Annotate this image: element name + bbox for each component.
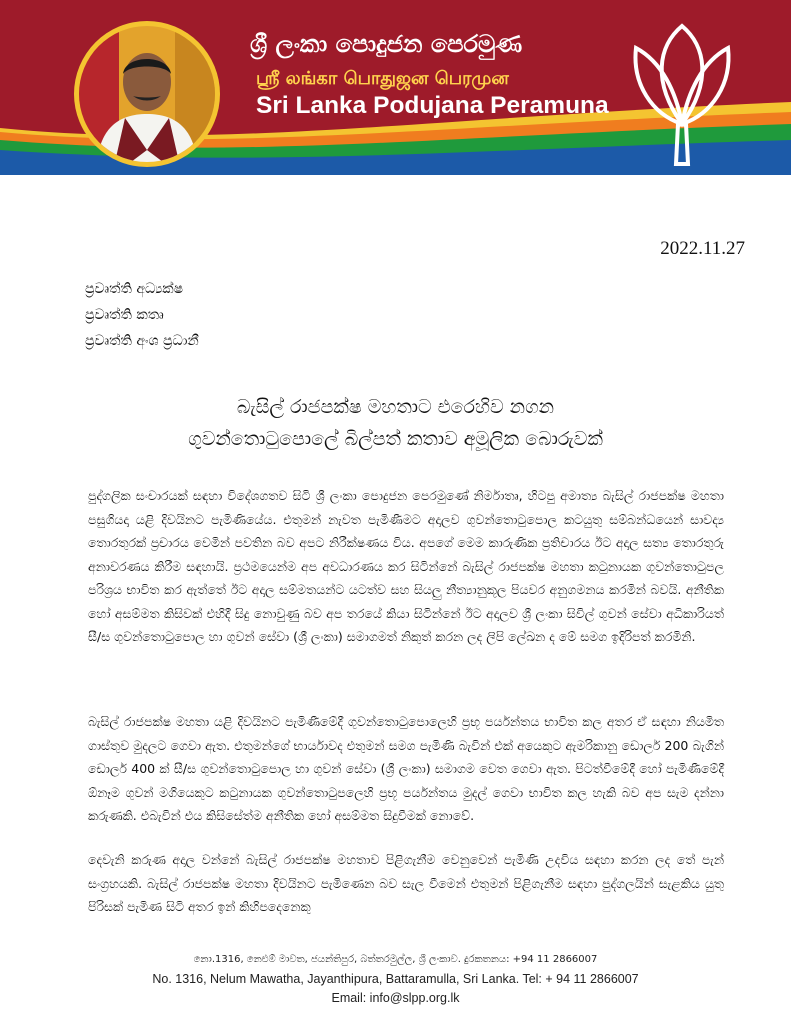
addressee-news-director: ප්‍රවෘත්ති අධ්‍යක්ෂ [85, 281, 184, 297]
headline-line-1: බැසිල් රාජපක්ෂ මහතාට එරෙහිව නගන [236, 396, 555, 418]
body-paragraph-2: බැසිල් රාජපක්ෂ මහතා යළි දිවයිනට පැමිණීමේදී ගුවන්තොටුපොලෙහි ප්‍රභූ පර්යන්තය භාවිත කල අතර ඒ සඳහා නියමිත ගාස්තුව මුදලට ගෙවා ඇත. එතුමන්ගේ භාර්යාවද එතුමන් සමග පැමිණි බැවින් එක් අයෙකුට ඇමරිකානු ඩොලර් 200 බැගින් ඩොලර් 400 ක් සී/ස ගුවන්තොටුපොල හා ගුවන් සේවා (ශ්‍රී ලංකා) සමාගම වෙත ගෙවා ඇත. පිටත්වීමේදී හෝ පැමිණීමේදී ඕනෑම ගුවන් මගියෙකුට කටුනායක ගුවන්තොටුපලෙහි ප්‍රභූ පර්යන්තය මුදල් ගෙවා භාවිත කල හැකි බව අප සැම දන්නා කරුණකි. එබැවින් එය කිසිසේත්ම අනීතික හෝ අසම්මත සිදුවීමක් නොවේ. [88, 714, 724, 823]
party-name-english: Sri Lanka Podujana Peramuna [256, 92, 609, 119]
party-name-tamil: ஸ்ரீ லங்கா பொதுஜன பெரமுன [256, 68, 509, 89]
portrait-image [79, 26, 215, 162]
footer-address-sinhala: නො.1316, නෙළුම් මාවත, ජයන්තිපුර, බත්තරමුල්ල, ශ්‍රී ලංකාව. දුරකතනය: +94 11 2866007 [193, 954, 598, 965]
body-paragraph-1: පුද්ගලික සංචාරයක් සඳහා විදේශගතව සිටි ශ්‍රී ලංකා පොදුජන පෙරමුණේ නිර්මාතෘ, හිටපු අමාත්‍ය බැසිල් රාජපක්ෂ මහතා පසුගියදා යළි දිවයිනට පැමිණියේය. එතුමන් නැවත පැමිණීමට අදාලව ගුවන්තොටුපොල කටයුතු සම්බන්ධයෙන් සාවද්‍ය තොරතුරක් ප්‍රචාරය වෙමින් පවතින බව අපට නිරීක්ෂණය විය. අපගේ මෙම කාරුණික ප්‍රතිචාරය ඊට අදාල සත්‍ය තොරතුරු අනාවරණය කිරීම සඳහායි. ප්‍රථමයෙන්ම අප අවධාරණය කර සිටින්නේ බැසිල් රාජපක්ෂ මහතා කටුනායක ගුවන්තොටුපල පරිශ්‍රය භාවිත කර ඇත්තේ ඊට අදාල සම්මතයන්ට යටත්ව සහ සියලු නීත්‍යානුකූල පියවර අනුගමනය කරමින් බවයි. අනීතික හෝ අසම්මත කිසිවක් එහිදී සිදු නොවුණු බව අප තරයේ කියා සිටින්නේ ඊට අදාලව ශ්‍රී ලංකා සිවිල් ගුවන් සේවා අධිකාරියත් සී/ස ගුවන්තොටුපොල හා ගුවන් සේවා (ශ්‍රී ලංකා) සමාගමත් නිකුත් කරන ලද ලිපි ලේඛන ද මේ සමග ඉදිරිපත් කරමිනි. [88, 488, 724, 644]
addressee-list [85, 276, 199, 354]
letterhead-banner [0, 0, 791, 175]
party-name-sinhala: ශ්‍රී ලංකා පොදුජන පෙරමුණ [250, 30, 523, 58]
footer-address-english: No. 1316, Nelum Mawatha, Jayanthipura, Battaramulla, Sri Lanka. Tel: + 94 11 2866007 [152, 972, 639, 986]
addressee-news-head: ප්‍රවෘත්ති අංශ ප්‍රධානී [85, 333, 199, 349]
body-paragraph-3: දෙවැනි කරුණ අදාල වන්නේ බැසිල් රාජපක්ෂ මහතාව පිළිගැනීම වෙනුවෙන් පැමිණි උදවිය සඳහා කරන ලද තේ පැන් සංග්‍රහයකි. බැසිල් රාජපක්ෂ මහතා දිවයිනට පැමිණෙන බව සැල වීමෙන් එතුමන් පිළිගැනීම සඳහා පුද්ගලයින් සැළකිය යුතු පිරිසක් පැමිණ සිටි අතර ඉන් කිහිපදෙනෙකු [88, 852, 724, 914]
leader-portrait [74, 21, 220, 167]
addressee-news-editor: ප්‍රවෘත්ති කතෘ [85, 307, 164, 323]
lotus-logo-icon [622, 18, 742, 170]
letter-date: 2022.11.27 [660, 238, 745, 259]
footer-email: Email: info@slpp.org.lk [331, 991, 460, 1005]
headline-line-2: ගුවන්තොටුපොලේ බිල්පත් කතාව අමූලික බොරුවක් [188, 428, 603, 450]
